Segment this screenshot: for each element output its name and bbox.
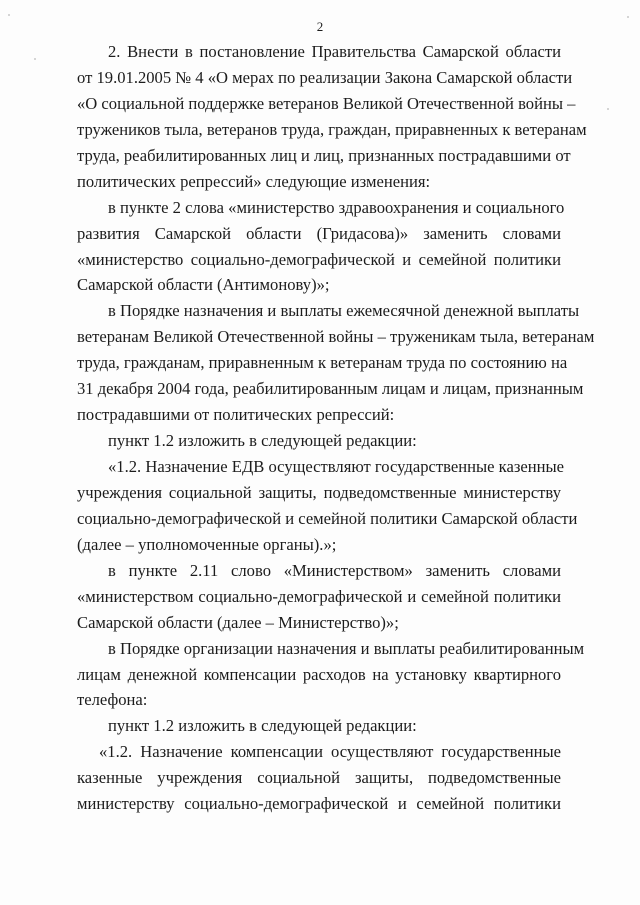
paragraph-2-line-6: политических репрессий» следующие изменения:	[77, 171, 431, 191]
item-edv-procedure-line-4: 31 декабря 2004 года, реабилитированным лицам и лицам, признанным	[77, 379, 584, 399]
item-point-2-11-line-1: в пункте 2.11 слово «Министерством» заменить словами	[108, 560, 561, 580]
quote-1-2-compensation-line-1: «1.2. Назначение компенсации осуществляют государственные	[99, 742, 561, 762]
quote-1-2-edv-line-4: (далее – уполномоченные органы).»;	[77, 534, 337, 554]
item-point-2-line-1: в пункте 2 слова «министерство здравоохранения и социального	[108, 197, 565, 217]
item-point-2-line-4: Самарской области (Антимонову)»;	[77, 275, 330, 295]
scan-speck	[607, 108, 609, 110]
paragraph-2-line-4: тружеников тыла, ветеранов труда, граждан, приравненных к ветеранам	[77, 119, 587, 139]
item-point-2-line-2: развития Самарской области (Гридасова)» заменить словами	[77, 223, 561, 243]
quote-1-2-edv-line-2: учреждения социальной защиты, подведомственные министерству	[77, 482, 561, 502]
quote-1-2-edv-line-1: «1.2. Назначение ЕДВ осуществляют государственные казенные	[108, 457, 565, 476]
scan-speck	[8, 14, 10, 16]
subitem-point-1-2-intro-2: пункт 1.2 изложить в следующей редакции:	[108, 716, 417, 736]
item-compensation-procedure-line-3: телефона:	[77, 690, 148, 710]
item-point-2-11-line-2: «министерством социально-демографической и семейной политики	[77, 586, 561, 606]
item-point-2-11-line-3: Самарской области (далее – Министерство)»;	[77, 612, 399, 632]
item-point-2-line-3: «министерство социально-демографической и семейной политики	[77, 249, 561, 269]
item-edv-procedure-line-2: ветеранам Великой Отечественной войны – труженикам тыла, ветеранам	[77, 327, 595, 347]
quote-1-2-compensation-line-2: казенные учреждения социальной защиты, подведомственные	[77, 768, 561, 788]
quote-1-2-compensation-line-3: министерству социально-демографической и семейной политики	[77, 794, 561, 814]
item-compensation-procedure-line-1: в Порядке организации назначения и выплаты реабилитированным	[108, 638, 585, 658]
item-edv-procedure-line-3: труда, гражданам, приравненным к ветеранам труда по состоянию на	[77, 353, 568, 373]
scan-speck	[34, 58, 36, 60]
page-number: 2	[316, 19, 324, 34]
document-body	[77, 42, 595, 820]
paragraph-2-line-1: 2. Внести в постановление Правительства Самарской области	[108, 42, 561, 61]
item-compensation-procedure-line-2: лицам денежной компенсации расходов на установку квартирного	[77, 664, 561, 684]
paragraph-2-line-5: труда, реабилитированных лиц и лиц, признанных пострадавшими от	[77, 145, 571, 165]
paragraph-2-line-3: «О социальной поддержке ветеранов Великой Отечественной войны –	[77, 93, 576, 113]
item-edv-procedure-line-1: в Порядке назначения и выплаты ежемесячной денежной выплаты	[108, 301, 580, 321]
item-edv-procedure-line-5: пострадавшими от политических репрессий:	[77, 405, 395, 425]
scan-speck	[627, 16, 629, 18]
paragraph-2-line-2: от 19.01.2005 № 4 «О мерах по реализации Закона Самарской области	[77, 67, 573, 87]
quote-1-2-edv-line-3: социально-демографической и семейной политики Самарской области	[77, 508, 578, 528]
subitem-point-1-2-intro: пункт 1.2 изложить в следующей редакции:	[108, 431, 417, 451]
